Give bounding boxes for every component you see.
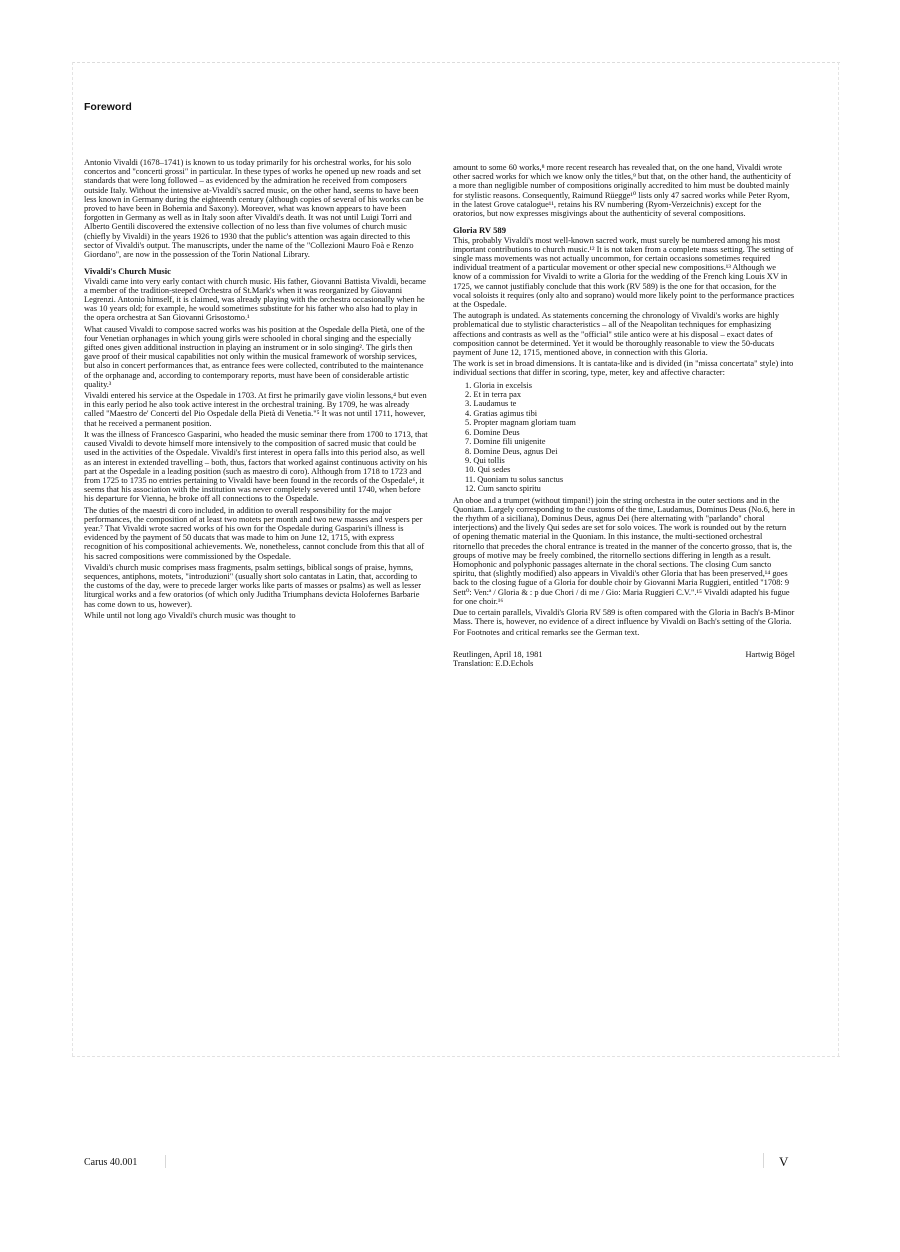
paragraph: An oboe and a trumpet (without timpani!) join the string orchestra in the outer sections and in the Quoniam. Largely corresponding to the customs of the time, Laudamus, Dominus Deus (No.6, here in the rhythm of a siciliana), Dominus Deus, agnus Dei (here alternating with "parlando" choral interjections) and the lively Qui sedes are set for solo voices. The work is rounded out by the return of opening thematic material in the Quoniam. In this instance, the multi-sectioned orchestral ritornello that precedes the choral entrance is treated in the manner of the concerto grosso, that is, the groups of motive may be freely combined, the ritornello sections differing in length as a result. Homophonic and polyphonic passages alternate in the choral sections. The closing Cum sancto spiritu, that (slightly modified) also appears in Vivaldi's other Gloria that has been preserved,¹⁴ goes back to the closing fugue of a Gloria for double choir by Giovanni Maria Ruggieri, entitled "1708: 9 Sett⁰: Ven:ª / Gloria & : p due Chori / di me / Gio: Maria Ruggieri C.V.".¹⁵ Vivaldi adapted his fugue for one choir.¹⁶ <box>453 495 795 606</box>
list-item: 7. Domine fili unigenite <box>465 437 546 447</box>
list-item: 1. Gloria in excelsis <box>465 380 532 390</box>
footer-divider <box>763 1153 764 1168</box>
author-name: Hartwig Bögel <box>745 649 795 659</box>
list-item: 8. Domine Deus, agnus Dei <box>465 446 558 456</box>
paragraph: What caused Vivaldi to compose sacred works was his position at the Ospedale della Pietà, one of the four Venetian orphanages in which young girls were schooled in choral singing and the especially gifted ones given additional instruction in playing an instrument or in solo singing². The girls then gave proof of their musical capabilities not only within the musical framework of worship services, but also in concert performances that, as entrance fees were collected, contributed to the maintenance of the orphanage and, according to contemporary reports, must have been of considerable artistic quality.³ <box>84 324 425 389</box>
paragraph: Due to certain parallels, Vivaldi's Gloria RV 589 is often compared with the Gloria in Bach's B-Minor Mass. There is, however, no evidence of a direct influence by Vivaldi on Bach's setting of the Gloria. <box>453 607 795 627</box>
scan-border-left <box>72 62 73 1056</box>
signature-row <box>453 650 795 659</box>
paragraph: The autograph is undated. As statements concerning the chronology of Vivaldi's works are highly problematical due to stylistic characteristics – all of the Neapolitan techniques for emphasizing affections and contrasts as well as the "official" stile antico were at his disposal – exact dates of composition cannot be determined. Yet it would be thoroughly reasonable to view the 50-ducats payment of June 12, 1715, mentioned above, in connection with this Gloria. <box>453 311 780 358</box>
list-item: 11. Quoniam tu solus sanctus <box>465 474 564 484</box>
list-item: 5. Propter magnam gloriam tuam <box>465 418 576 428</box>
paragraph: The duties of the maestri di coro included, in addition to overall responsibility for the major performances, the composition of at least two motets per month and two new masses and vespers per year.⁷ That Vivaldi wrote sacred works of his own for the Ospedale during Gasparini's illness is evidenced by the payment of 50 ducats that was made to him on June 12, 1715, with express recognition of his compositional achievements. We, nonetheless, cannot conclude from this that all of his sacred compositions were commissioned by the Ospedale. <box>84 505 425 561</box>
section-heading-church-music: Vivaldi's Church Music <box>84 266 171 277</box>
paragraph: Vivaldi's church music comprises mass fragments, psalm settings, biblical songs of praise, hymns, sequences, antiphons, motets, "introduzioni" (usually short solo cantatas in Latin, that, according to the customs of the day, were to precede larger works like parts of masses or psalms) as well as lesser liturgical works and a few oratorios (of which only Juditha Triumphans devicta Holofernes Barbarie has come down to us, however). <box>84 562 421 609</box>
list-item: 3. Laudamus te <box>465 399 517 409</box>
list-item: 2. Et in terra pax <box>465 390 522 400</box>
footer-divider <box>165 1155 166 1168</box>
gloria-sections-list <box>453 381 795 494</box>
list-item: 6. Domine Deus <box>465 427 520 437</box>
place-date: Reutlingen, April 18, 1981 <box>453 649 543 659</box>
translator-credit: Translation: E.D.Echols <box>453 658 534 668</box>
paragraph: Vivaldi entered his service at the Ospedale in 1703. At first he primarily gave violin lessons,⁴ but even in this early period he also took active interest in the orchestral training. By 1709, he was already called "Maestro de' Concerti del Pio Ospedale della Pietà di Venetia."⁵ It was not until 1711, however, that he received a permanent position. <box>84 391 427 428</box>
scan-border-right <box>838 62 839 1056</box>
catalog-number: Carus 40.001 <box>84 1157 138 1168</box>
list-item: 10. Qui sedes <box>465 465 511 475</box>
page-number: V <box>779 1154 789 1169</box>
paragraph: amount to some 60 works,⁸ more recent research has revealed that, on the one hand, Vivaldi wrote other sacred works for which we know only the titles,⁹ but that, on the other hand, the authenticity of a more than negligible number of compositions originally accredited to him must be doubted mainly for stylistic reasons. Consequently, Raimund Rüegge¹⁰ lists only 47 sacred works while Peter Ryom, in the latest Grove catalogue¹¹, retains his RV numbering (Ryom-Verzeichnis) except for the oratorios, but now expresses misgivings about the authenticity of several compositions. <box>453 163 792 219</box>
list-item: 4. Gratias agimus tibi <box>465 408 538 418</box>
paragraph: It was the illness of Francesco Gasparini, who headed the music seminar there from 1700 to 1713, that caused Vivaldi to devote himself more intensively to the composition of sacred music that could be used in the activities of the Ospedale. Vivaldi's first interest in opera falls into this period also, as well as an interest in extended travelling – both, thus, factors that worked against continuous activity on his part at the Ospedale in a leading position (such as maestro di coro). Although from 1718 to 1723 and from 1725 to 1735 no entries pertaining to Vivaldi have been found in the records of the Ospedale⁶, it seems that his association with the institution was never completely severed until 1740, when before his departure for Vienna, he broke off all connections to the Ospedale. <box>84 429 428 504</box>
scan-border-top <box>72 62 840 63</box>
paragraph: While until not long ago Vivaldi's church music was thought to <box>84 610 296 620</box>
list-item: 12. Cum sancto spiritu <box>465 484 541 494</box>
paragraph: Vivaldi came into very early contact with church music. His father, Giovanni Battista Vivaldi, became a member of the tradition-steeped Orchestra of St.Mark's when it was reorganized by Giovanni Legrenzi. Antonio himself, it is claimed, was already playing with the orchestra occasionally when he was 10 years old; for example, he would sometimes substitute for his father who also had to play in the opera orchestra at San Giovanni Grisostomo.¹ <box>84 276 427 323</box>
list-item: 9. Qui tollis <box>465 455 505 465</box>
scan-border-bottom <box>72 1056 840 1057</box>
right-column <box>453 163 795 670</box>
paragraph: The work is set in broad dimensions. It is cantata-like and is divided (in "missa concertata" style) into individual sections that differ in scoring, type, meter, key and affective character: <box>453 359 794 378</box>
section-heading-gloria: Gloria RV 589 <box>453 225 507 236</box>
page-heading: Foreword <box>84 101 132 113</box>
left-column <box>84 158 429 622</box>
paragraph: This, probably Vivaldi's most well-known sacred work, must surely be numbered among his most important contributions to church music.¹² It is not taken from a complete mass setting. The setting of single mass movements was not actually uncommon, for certain occasions sometimes required individual treatment of a particular movement or other special new compositions.¹³ Although we know of a commission for Vivaldi to write a Gloria for the wedding of the French king Louis XV in 1725, we cannot justifiably conclude that this work (RV 589) is the one for that occasion, for the vocal soloists it requires (only alto and soprano) would more likely point to the performance practices at the Ospedale. <box>453 235 795 310</box>
footnote-note: For Footnotes and critical remarks see the German text. <box>453 628 640 638</box>
intro-paragraph: Antonio Vivaldi (1678–1741) is known to us today primarily for his orchestral works, for his solo concertos and "concerti grossi" in particular. In these types of works he opened up new roads and set standards that were long followed – as evidenced by the admiration he received from composers outside Italy. Without the intensive at-Vivaldi's sacred music, on the other hand, seems to have been less known in Germany during the eighteenth century (although copies of several of his works can be proved to have been in Bohemia and Saxony). Moreover, what was known appears to have been forgotten in Germany as well as in Italy soon after Vivaldi's death. It was not until Luigi Torri and Alberto Gentili discovered the extensive collection of no less than five volumes of church music (chiefly by Vivaldi) in the years 1926 to 1930 that the public's attention was again directed to this sector of Vivaldi's output. The manuscripts, under the name of the "Collezioni Mauro Foà e Renzo Giordano", are now in the possession of the Torin National Library. <box>84 158 424 260</box>
